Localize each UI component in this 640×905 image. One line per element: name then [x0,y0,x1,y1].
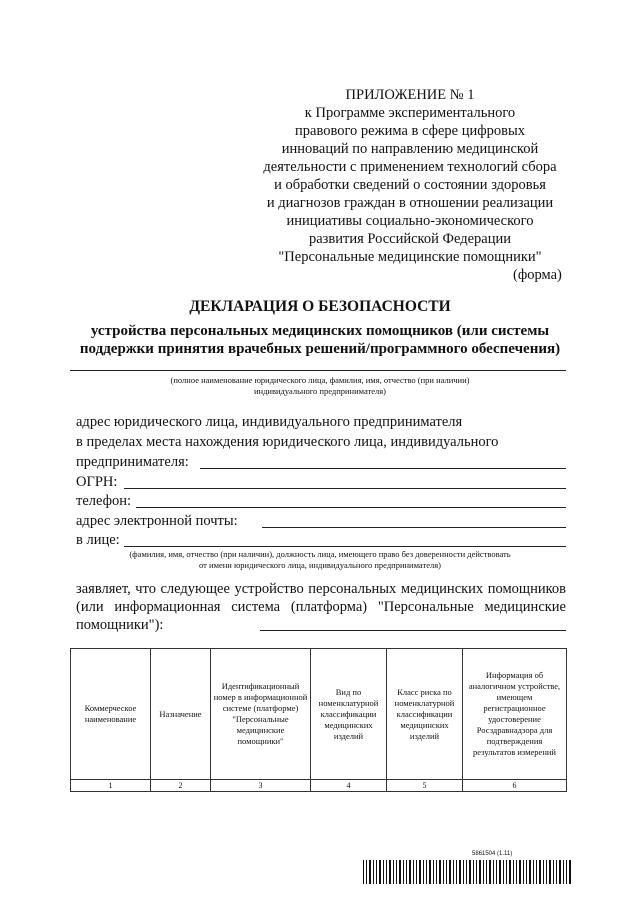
ogrn-label: ОГРН: [76,474,118,490]
barcode-bar [376,860,377,884]
table-number-cell: 5 [387,780,463,792]
barcode-bar [456,860,457,884]
barcode-bar [546,860,547,884]
barcode-bar [469,860,471,884]
address-label-line2: в пределах места нахождения юридического лица, индивидуального [76,434,499,450]
barcode-bar [426,860,427,884]
statement-field-line[interactable] [260,630,566,631]
barcode-bar [559,860,561,884]
barcode-bar [389,860,391,884]
barcode-bar [503,860,504,884]
barcode-bar [429,860,431,884]
table-header-row [71,649,567,780]
barcode-bar [379,860,381,884]
barcode-bar [513,860,514,884]
barcode-bar [449,860,451,884]
barcode-bar [493,860,494,884]
appendix-line: к Программе экспериментального [304,105,516,121]
barcode-bar [383,860,384,884]
table-header-cell: Идентификационный номер в информационной системе (платформе) "Персональные медицинские помощники" [211,649,311,780]
appendix-line: деятельности с применением технологий сбора [263,159,557,175]
phone-label: телефон: [76,493,132,509]
appendix-header [250,86,570,266]
appendix-line: и обработки сведений о состоянии здоровья [274,177,546,193]
table-header-cell: Назначение [151,649,211,780]
subtitle-line: устройства персональных медицинских помощников (или системы [90,323,550,339]
form-label: (форма) [513,267,562,283]
address-label-line3: предпринимателя: [76,454,189,470]
barcode-bar [553,860,554,884]
barcode-bar [543,860,544,884]
barcode-bar [419,860,421,884]
note-line: от имени юридического лица, индивидуального предпринимателя) [199,560,441,570]
address-field-line[interactable] [200,468,566,469]
email-label: адрес электронной почты: [76,513,238,529]
table-number-cell: 3 [211,780,311,792]
table-header-cell: Класс риска по номенклатурной классификации медицинских изделий [387,649,463,780]
appendix-line: развития Российской Федерации [309,231,511,247]
table-header-cell: Вид по номенклатурной классификации медицинских изделий [311,649,387,780]
barcode-bar [459,860,461,884]
barcode-bar [473,860,474,884]
appendix-line: ПРИЛОЖЕНИЕ № 1 [345,87,475,103]
barcode-bar [556,860,557,884]
barcode-bar [476,860,477,884]
barcode-bar [466,860,467,884]
barcode-bar [399,860,401,884]
barcode-bar [483,860,484,884]
barcode-bar [529,860,531,884]
barcode-bar [369,860,371,884]
barcode-bar [516,860,517,884]
document-title: ДЕКЛАРАЦИЯ О БЕЗОПАСНОСТИ [189,298,451,315]
barcode-bar [539,860,541,884]
appendix-line: инициативы социально-экономического [286,213,534,229]
barcode-bar [536,860,537,884]
barcode-number: 5861504 (1.11) [472,851,513,857]
note-line: индивидуального предпринимателя) [254,386,386,396]
barcode-bar [396,860,397,884]
barcode-bar [416,860,417,884]
barcode-bar [506,860,507,884]
barcode-bar [499,860,501,884]
barcode-bar [433,860,434,884]
barcode-bar [373,860,374,884]
barcode-bar [453,860,454,884]
barcode-bar [489,860,491,884]
barcode-bar [496,860,497,884]
table-header-cell: Информация об аналогичном устройстве, имеющем регистрационное удостоверение Росздравнадзора для подтверждения результатов измерений [463,649,567,780]
barcode-bar [403,860,404,884]
barcode-bar [509,860,511,884]
table-number-cell: 1 [71,780,151,792]
barcode-bar [533,860,534,884]
table-number-row [71,780,567,792]
barcode-bar [566,860,567,884]
table-header-cell: Коммерческое наименование [71,649,151,780]
barcode-bar [443,860,444,884]
barcode-bar [436,860,437,884]
barcode-bar [413,860,414,884]
barcode-bar [446,860,447,884]
barcode-bar [409,860,411,884]
table-number-cell: 2 [151,780,211,792]
subtitle-line: поддержки принятия врачебных решений/программного обеспечения) [79,341,561,357]
note-line: (полное наименование юридического лица, фамилия, имя, отчество (при наличии) [170,375,470,385]
table-number-cell: 4 [311,780,387,792]
entity-name-line[interactable] [70,370,566,371]
person-label: в лице: [76,532,120,548]
statement-paragraph: заявляет, что следующее устройство персональных медицинских помощников (или информационная система (платформа) "Персональные медицинские помощники"): [76,581,566,633]
phone-field-line[interactable] [136,507,566,508]
barcode-bar [523,860,524,884]
barcode-bar [363,860,364,884]
device-table [70,648,567,792]
barcode-image [363,860,573,884]
person-note [70,549,570,571]
barcode-bar [463,860,464,884]
person-field-line[interactable] [124,546,566,547]
note-line: (фамилия, имя, отчество (при наличии), должность лица, имеющего право без доверенности действовать [129,549,511,559]
barcode-bar [563,860,564,884]
entity-name-note [70,375,570,397]
table-number-cell: 6 [463,780,567,792]
appendix-line: правового режима в сфере цифровых [295,123,525,139]
barcode-bar [569,860,571,884]
barcode-bar [423,860,424,884]
barcode-bar [479,860,481,884]
appendix-line: и диагнозов граждан в отношении реализации [266,195,554,211]
barcode-bar [386,860,387,884]
barcode-bar [366,860,367,884]
barcode-bar [549,860,551,884]
ogrn-field-line[interactable] [124,488,566,489]
address-label-line1: адрес юридического лица, индивидуального предпринимателя [76,414,463,430]
barcode-bar [519,860,521,884]
appendix-line: инноваций по направлению медицинской [281,141,539,157]
appendix-line: "Персональные медицинские помощники" [278,249,542,265]
barcode-bar [439,860,441,884]
barcode-bar [406,860,407,884]
barcode-bar [486,860,487,884]
barcode-bar [393,860,394,884]
document-subtitle [70,322,570,358]
email-field-line[interactable] [262,527,566,528]
barcode-bar [526,860,527,884]
